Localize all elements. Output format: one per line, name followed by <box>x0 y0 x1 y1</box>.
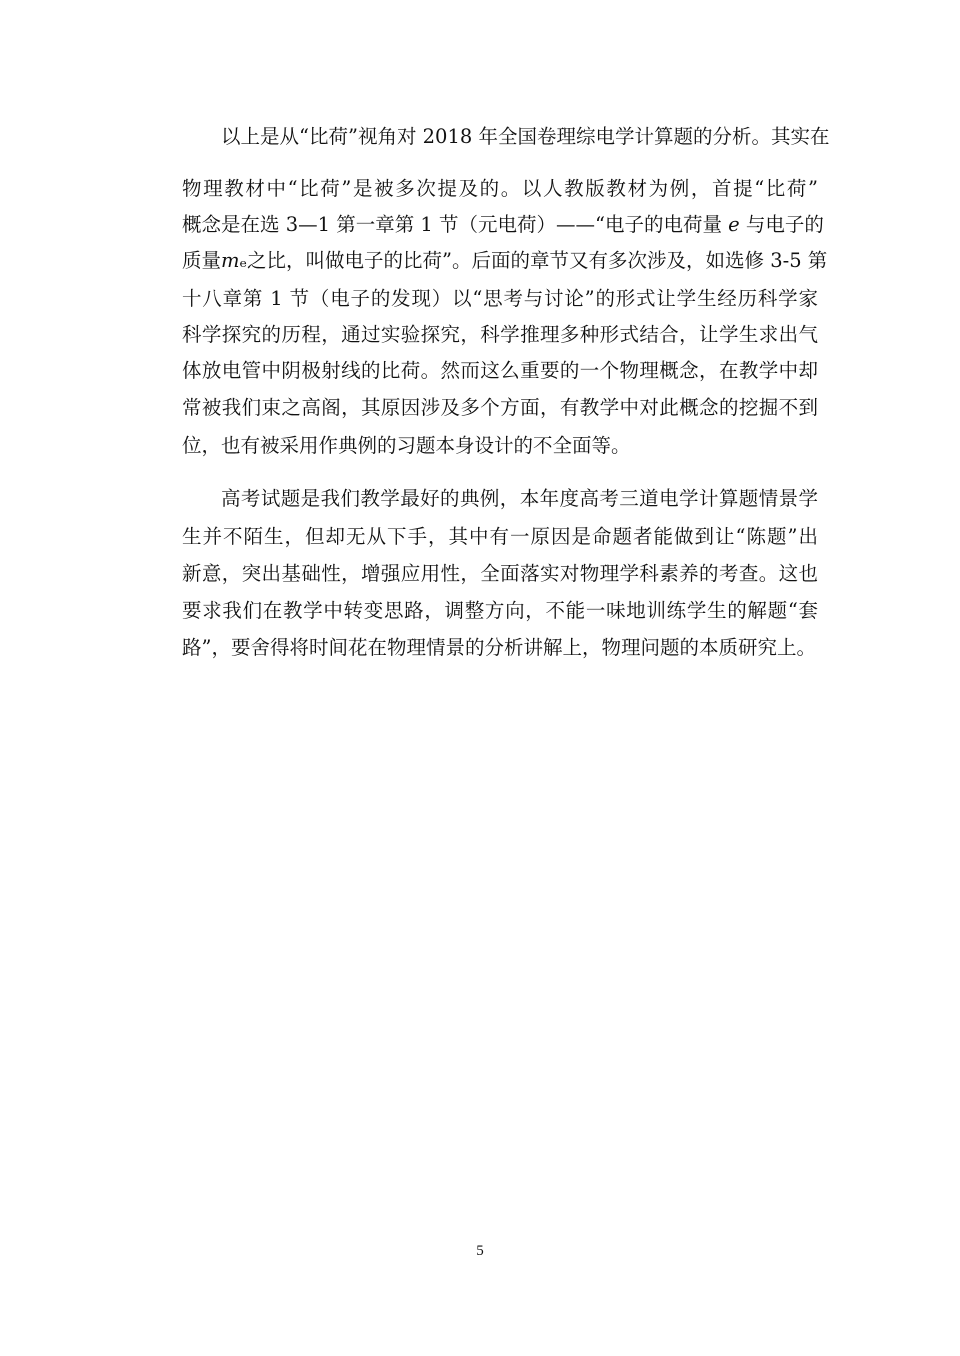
paragraph-line: 常被我们束之高阁，其原因涉及多个方面，有教学中对此概念的挖掘不到 <box>182 396 818 419</box>
paragraph-line: 体放电管中阴极射线的比荷。然而这么重要的一个物理概念，在教学中却 <box>182 359 818 382</box>
paragraph-line: 概念是在选 3—1 第一章第 1 节（元电荷）——“电子的电荷量 𝑒 与电子的 <box>182 213 824 236</box>
paragraph-line: 以上是从“比荷”视角对 2018 年全国卷理综电学计算题的分析。其实在 <box>221 125 830 148</box>
paragraph-line: 生并不陌生，但却无从下手，其中有一原因是命题者能做到让“陈题”出 <box>182 525 818 548</box>
paragraph-line: 物理教材中“比荷”是被多次提及的。以人教版教材为例，首提“比荷” <box>182 177 818 200</box>
paragraph-line: 科学探究的历程，通过实验探究，科学推理多种形式结合，让学生求出气 <box>182 323 818 346</box>
paragraph-line: 位，也有被采用作典例的习题本身设计的不全面等。 <box>182 434 631 457</box>
paragraph-line: 路”，要舍得将时间花在物理情景的分析讲解上，物理问题的本质研究上。 <box>182 636 816 659</box>
paragraph-line: 新意，突出基础性，增强应用性，全面落实对物理学科素养的考查。这也 <box>182 562 818 585</box>
paragraph-line: 十八章第 1 节（电子的发现）以“思考与讨论”的形式让学生经历科学家 <box>182 287 818 310</box>
page-number: 5 <box>476 1243 484 1259</box>
paragraph-line: 质量𝑚ₑ之比，叫做电子的比荷”。后面的章节又有多次涉及，如选修 3-5 第 <box>182 249 828 272</box>
paragraph-line: 高考试题是我们教学最好的典例，本年度高考三道电学计算题情景学 <box>221 487 818 510</box>
paragraph-line: 要求我们在教学中转变思路，调整方向，不能一味地训练学生的解题“套 <box>182 599 818 622</box>
